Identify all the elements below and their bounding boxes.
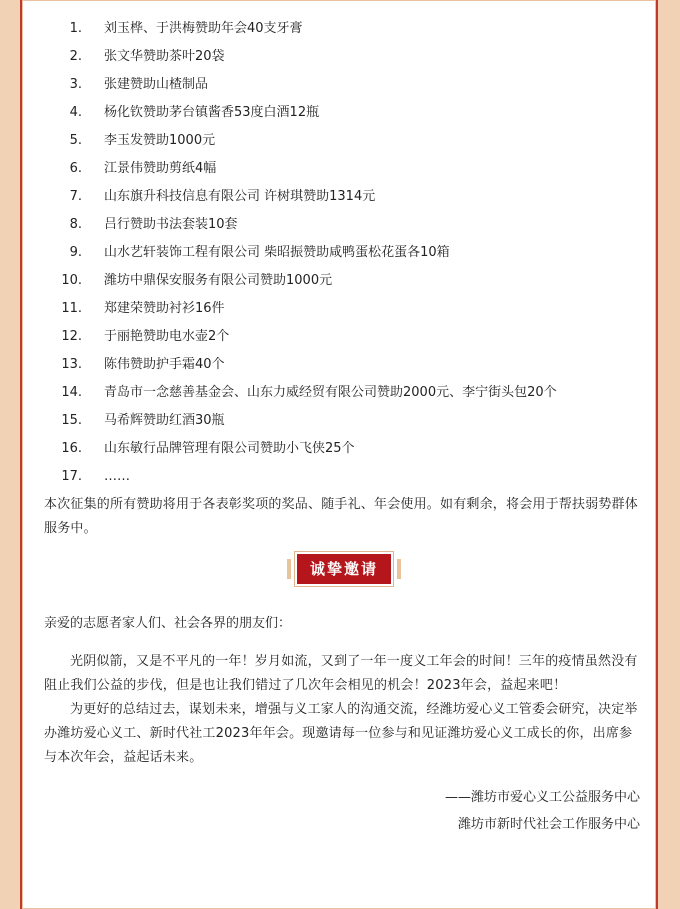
invitation-paragraph-2: 为更好的总结过去，谋划未来，增强与义工家人的沟通交流，经潍坊爱心义工管委会研究，决定举办潍坊爱心义工、新时代社工2023年年会。现邀请每一位参与和见证潍坊爱心义工成长的你，出席参与本次年会，益起话未来。 xyxy=(44,702,638,765)
list-item xyxy=(44,211,644,239)
list-item xyxy=(44,99,644,127)
list-item xyxy=(44,379,644,407)
list-number: 10. xyxy=(61,273,82,288)
list-number: 1. xyxy=(69,21,82,36)
greeting: 亲爱的志愿者家人们、社会各界的朋友们： xyxy=(44,616,292,631)
list-text: …… xyxy=(104,469,130,484)
list-text: 山东敏行品牌管理有限公司赞助小飞侠25个 xyxy=(104,441,355,456)
list-item xyxy=(44,155,644,183)
list-text: 刘玉桦、于洪梅赞助年会40支牙膏 xyxy=(104,21,303,36)
list-text: 张建赞助山楂制品 xyxy=(104,77,209,92)
list-item xyxy=(44,183,644,211)
section-title: 诚挚邀请 xyxy=(297,554,391,584)
list-text: 陈伟赞助护手霜40个 xyxy=(104,357,225,372)
signature-block xyxy=(44,784,640,838)
article-frame xyxy=(22,0,656,909)
list-text: 山东旗升科技信息有限公司 许树琪赞助1314元 xyxy=(104,189,376,204)
list-number: 12. xyxy=(61,329,82,344)
section-title-banner xyxy=(44,554,644,594)
list-item xyxy=(44,43,644,71)
list-number: 16. xyxy=(61,441,82,456)
list-number: 6. xyxy=(69,161,82,176)
article-content xyxy=(44,15,644,838)
list-number: 8. xyxy=(69,217,82,232)
list-item xyxy=(44,239,644,267)
list-number: 5. xyxy=(69,133,82,148)
list-item xyxy=(44,323,644,351)
list-number: 3. xyxy=(69,77,82,92)
list-text: 山水艺轩装饰工程有限公司 柴昭振赞助咸鸭蛋松花蛋各10箱 xyxy=(104,245,450,260)
list-number: 17. xyxy=(61,469,82,484)
list-item xyxy=(44,435,644,463)
list-item xyxy=(44,267,644,295)
list-number: 2. xyxy=(69,49,82,64)
list-text: 李玉发赞助1000元 xyxy=(104,133,216,148)
signature-line-2: 潍坊市新时代社会工作服务中心 xyxy=(457,817,640,832)
list-text: 马希辉赞助红酒30瓶 xyxy=(104,413,225,428)
list-number: 9. xyxy=(69,245,82,260)
sponsor-list xyxy=(44,15,644,491)
list-item xyxy=(44,295,644,323)
list-number: 15. xyxy=(61,413,82,428)
list-item xyxy=(44,407,644,435)
list-item xyxy=(44,71,644,99)
list-item xyxy=(44,351,644,379)
list-number: 13. xyxy=(61,357,82,372)
sponsorship-note: 本次征集的所有赞助将用于各表彰奖项的奖品、随手礼、年会使用。如有剩余，将会用于帮扶弱势群体服务中。 xyxy=(44,497,639,536)
list-item xyxy=(44,127,644,155)
list-number: 14. xyxy=(61,385,82,400)
list-number: 4. xyxy=(69,105,82,120)
list-text: 吕行赞助书法套装10套 xyxy=(104,217,238,232)
list-number: 7. xyxy=(69,189,82,204)
list-text: 潍坊中鼎保安服务有限公司赞助1000元 xyxy=(104,273,333,288)
list-number: 11. xyxy=(61,301,82,316)
list-text: 郑建荣赞助衬衫16件 xyxy=(104,301,225,316)
signature-line-1: ——潍坊市爱心义工公益服务中心 xyxy=(444,790,640,805)
list-item xyxy=(44,463,644,491)
list-text: 杨化钦赞助茅台镇酱香53度白酒12瓶 xyxy=(104,105,320,120)
list-item xyxy=(44,15,644,43)
invitation-paragraph-1: 光阴似箭，又是不平凡的一年！岁月如流，又到了一年一度义工年会的时间！三年的疫情虽然没有阻止我们公益的步伐，但是也让我们错过了几次年会相见的机会！2023年会，益起来吧！ xyxy=(44,654,638,693)
list-text: 于丽艳赞助电水壶2个 xyxy=(104,329,230,344)
list-text: 张文华赞助茶叶20袋 xyxy=(104,49,225,64)
list-text: 青岛市一念慈善基金会、山东力威经贸有限公司赞助2000元、李宁街头包20个 xyxy=(104,385,557,400)
list-text: 江景伟赞助剪纸4幅 xyxy=(104,161,217,176)
